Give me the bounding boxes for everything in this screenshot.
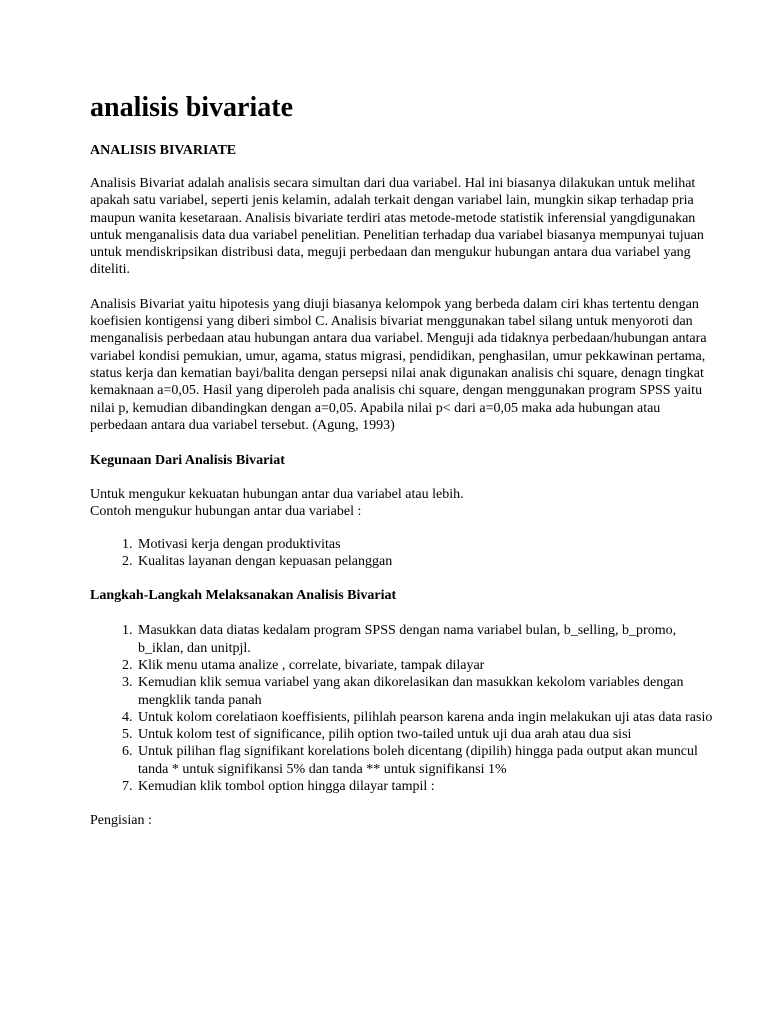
list-item: 1. Masukkan data diatas kedalam program SPSS dengan nama variabel bulan, b_selling, b_promo, b_iklan, dan unitpjl. bbox=[136, 622, 715, 657]
paragraph-kegunaan bbox=[90, 486, 715, 521]
list-item: 3. Kemudian klik semua variabel yang akan dikorelasikan dan masukkan kekolom variables dengan mengklik tanda panah bbox=[136, 674, 715, 709]
paragraph-kegunaan-line2: Contoh mengukur hubungan antar dua variabel : bbox=[90, 504, 362, 520]
list-contoh bbox=[90, 536, 715, 571]
paragraph-pengisian: Pengisian : bbox=[90, 813, 152, 829]
document-page bbox=[90, 88, 715, 830]
heading-langkah: Langkah-Langkah Melaksanakan Analisis Bivariat bbox=[90, 588, 397, 604]
paragraph-kegunaan-line1: Untuk mengukur kekuatan hubungan antar dua variabel atau lebih. bbox=[90, 487, 464, 503]
list-item: 5. Untuk kolom test of significance, pilih option two-tailed untuk uji dua arah atau dua sisi bbox=[136, 726, 715, 743]
list-item: 2. Kualitas layanan dengan kepuasan pelanggan bbox=[136, 553, 715, 570]
heading-kegunaan: Kegunaan Dari Analisis Bivariat bbox=[90, 453, 285, 469]
list-item: 2. Klik menu utama analize , correlate, bivariate, tampak dilayar bbox=[136, 657, 715, 674]
paragraph-hypothesis: Analisis Bivariat yaitu hipotesis yang diuji biasanya kelompok yang berbeda dalam ciri khas tertentu dengan koefisien kontigensi yang diberi simbol C. Analisis bivariat menggunakan tabel silang untuk menyoroti dan menganalisis perbedaan atau hubungan antara dua variabel. Menguji ada tidaknya perbedaan/hubungan antara variabel kondisi pemukian, umur, agama, status migrasi, pendidikan, penghasilan, umur pekkawinan pertama, status kerja dan kematian bayi/balita dengan persepsi nilai anak digunakan analisis chi square, denagn tingkat kemaknaan a=0,05. Hasil yang diperoleh pada analisis chi square, dengan menggunakan program SPSS yaitu nilai p, kemudian dibandingkan dengan a=0,05. Apabila nilai p< dari a=0,05 maka ada hubungan atau perbedaan antara dua variabel tersebut. (Agung, 1993) bbox=[90, 296, 707, 433]
paragraph-definition: Analisis Bivariat adalah analisis secara simultan dari dua variabel. Hal ini biasanya dilakukan untuk melihat apakah satu variabel, seperti jenis kelamin, adalah terkait dengan variabel lain, mungkin sikap terhadap pria maupun wanita kesetaraan. Analisis bivariate terdiri atas metode-metode statistik inferensial yangdigunakan untuk menganalisis data dua variabel penelitian. Penelitian terhadap dua variabel biasanya mempunyai tujuan untuk mendiskripsikan distribusi data, meguji perbedaan dan mengukur hubungan antara dua variabel yang diteliti. bbox=[90, 176, 704, 278]
list-item: 1. Motivasi kerja dengan produktivitas bbox=[136, 536, 715, 553]
list-langkah bbox=[90, 622, 715, 795]
document-subtitle: ANALISIS BIVARIATE bbox=[90, 143, 237, 158]
list-item: 4. Untuk kolom corelatiaon koeffisients, pilihlah pearson karena anda ingin melakukan uji atas data rasio bbox=[136, 709, 715, 726]
list-item: 7. Kemudian klik tombol option hingga dilayar tampil : bbox=[136, 778, 715, 795]
list-item: 6. Untuk pilihan flag signifikant korelations boleh dicentang (dipilih) hingga pada output akan muncul tanda * untuk signifikansi 5% dan tanda ** untuk signifikansi 1% bbox=[136, 743, 715, 778]
document-title: analisis bivariate bbox=[90, 92, 294, 123]
